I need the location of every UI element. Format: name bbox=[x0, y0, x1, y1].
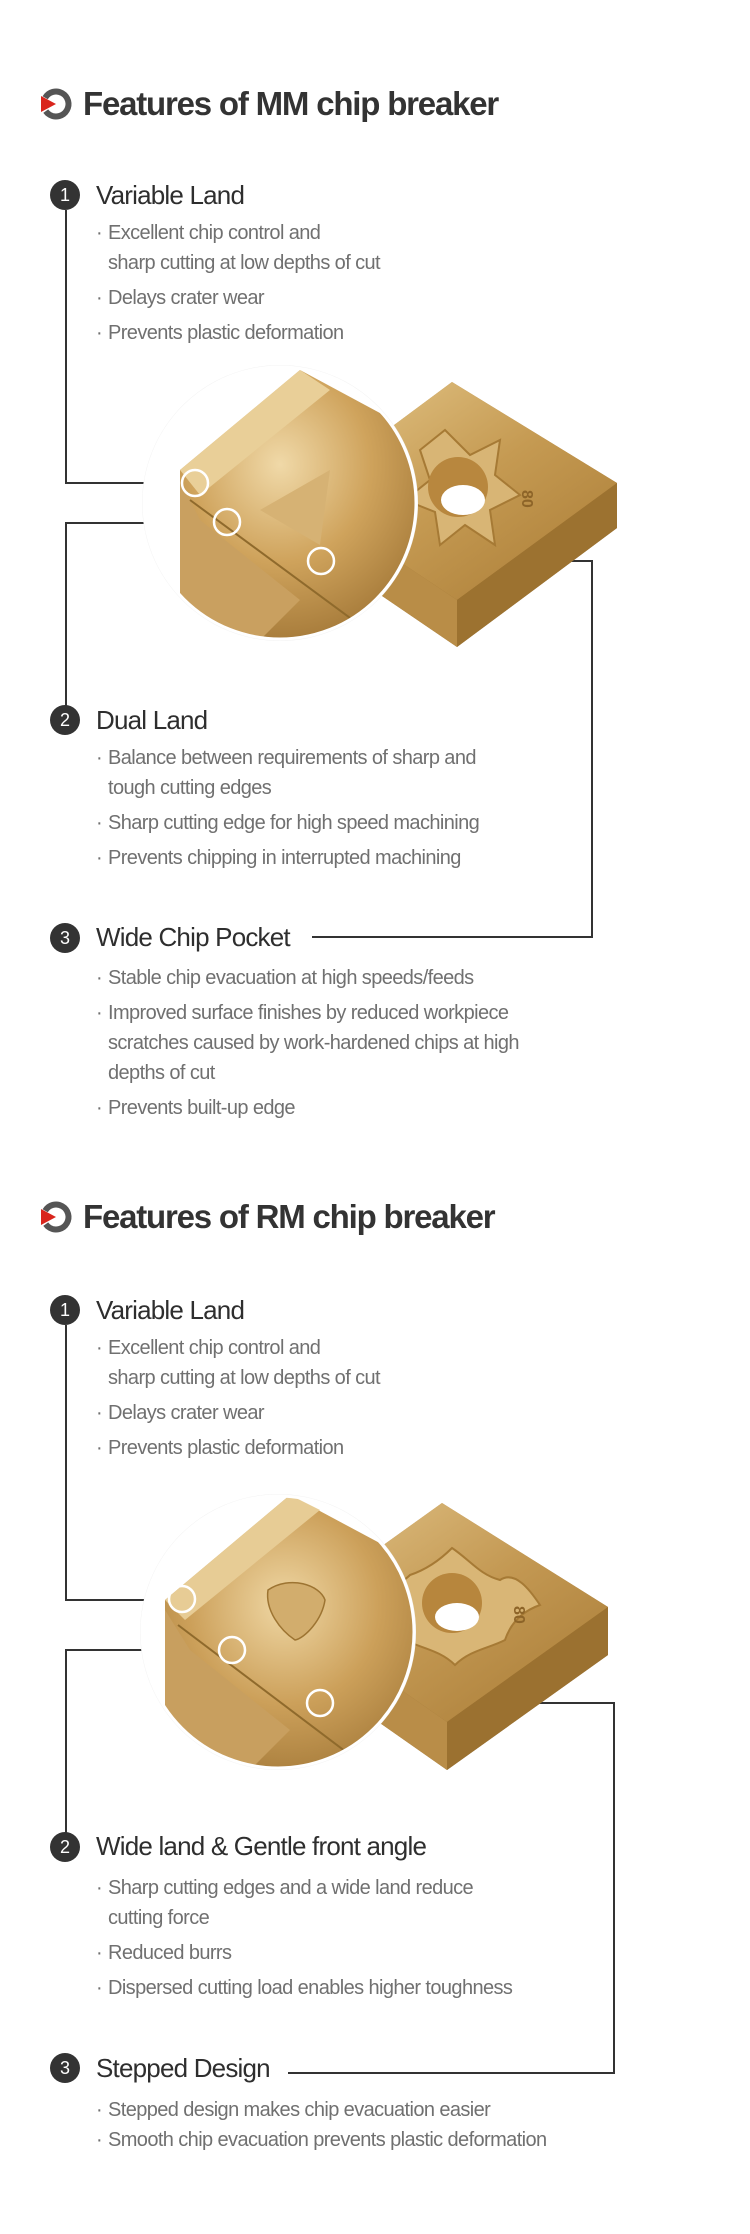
bullet-item: · Excellent chip control and sharp cutting at low depths of cut bbox=[96, 1333, 380, 1393]
feature-title: Wide Chip Pocket bbox=[96, 921, 298, 953]
bullet-item: · Stepped design makes chip evacuation easier bbox=[96, 2095, 547, 2125]
feature-bullet-list bbox=[96, 743, 479, 878]
feature-number-badge: 2 bbox=[50, 1832, 80, 1862]
feature-bullet-list bbox=[96, 218, 380, 353]
bullet-item: · Reduced burrs bbox=[96, 1938, 512, 1968]
feature-title: Variable Land bbox=[96, 1294, 252, 1326]
section-title: Features of MM chip breaker bbox=[83, 85, 499, 122]
feature-title: Stepped Design bbox=[96, 2052, 278, 2084]
circular-arrow-play-icon bbox=[39, 87, 73, 121]
svg-text:80: 80 bbox=[518, 490, 535, 508]
bullet-item: · Sharp cutting edges and a wide land reduce cutting force bbox=[96, 1873, 512, 1933]
feature-title: Wide land & Gentle front angle bbox=[96, 1830, 434, 1862]
feature-number-badge: 1 bbox=[50, 1295, 80, 1325]
feature-number-badge: 3 bbox=[50, 2053, 80, 2083]
bullet-item: · Balance between requirements of sharp and tough cutting edges bbox=[96, 743, 479, 803]
feature-bullet-list bbox=[96, 1333, 380, 1468]
magnifier-lens bbox=[140, 365, 430, 645]
svg-text:80: 80 bbox=[510, 1606, 527, 1624]
bullet-item: · Prevents built-up edge bbox=[96, 1093, 519, 1123]
feature-bullet-list bbox=[96, 2095, 547, 2160]
mm-insert-illustration bbox=[0, 365, 750, 685]
feature-bullet-list bbox=[96, 963, 519, 1128]
bullet-item: · Excellent chip control and sharp cutting at low depths of cut bbox=[96, 218, 380, 278]
leader-line-3-horizontal-bottom bbox=[288, 2072, 615, 2074]
section-title: Features of RM chip breaker bbox=[83, 1198, 495, 1235]
circular-arrow-play-icon bbox=[39, 1200, 73, 1234]
feature-title: Variable Land bbox=[96, 179, 252, 211]
rm-insert-illustration bbox=[0, 1490, 750, 1790]
bullet-item: · Smooth chip evacuation prevents plastic deformation bbox=[96, 2125, 547, 2155]
bullet-item: · Improved surface finishes by reduced workpiece scratches caused by work-hardened chips at high depths of cut bbox=[96, 998, 519, 1088]
feature-number-badge: 1 bbox=[50, 180, 80, 210]
bullet-item: · Sharp cutting edge for high speed machining bbox=[96, 808, 479, 838]
bullet-item: · Prevents plastic deformation bbox=[96, 1433, 380, 1463]
bullet-item: · Dispersed cutting load enables higher toughness bbox=[96, 1973, 512, 2003]
bullet-item: · Prevents chipping in interrupted machining bbox=[96, 843, 479, 873]
feature-number-badge: 2 bbox=[50, 705, 80, 735]
magnifier-lens bbox=[140, 1490, 430, 1780]
bullet-item: · Delays crater wear bbox=[96, 1398, 380, 1428]
feature-number-badge: 3 bbox=[50, 923, 80, 953]
feature-bullet-list bbox=[96, 1873, 512, 2008]
bullet-item: · Stable chip evacuation at high speeds/feeds bbox=[96, 963, 519, 993]
bullet-item: · Prevents plastic deformation bbox=[96, 318, 380, 348]
leader-line-3-horizontal-bottom bbox=[312, 936, 593, 938]
bullet-item: · Delays crater wear bbox=[96, 283, 380, 313]
feature-title: Dual Land bbox=[96, 704, 215, 736]
